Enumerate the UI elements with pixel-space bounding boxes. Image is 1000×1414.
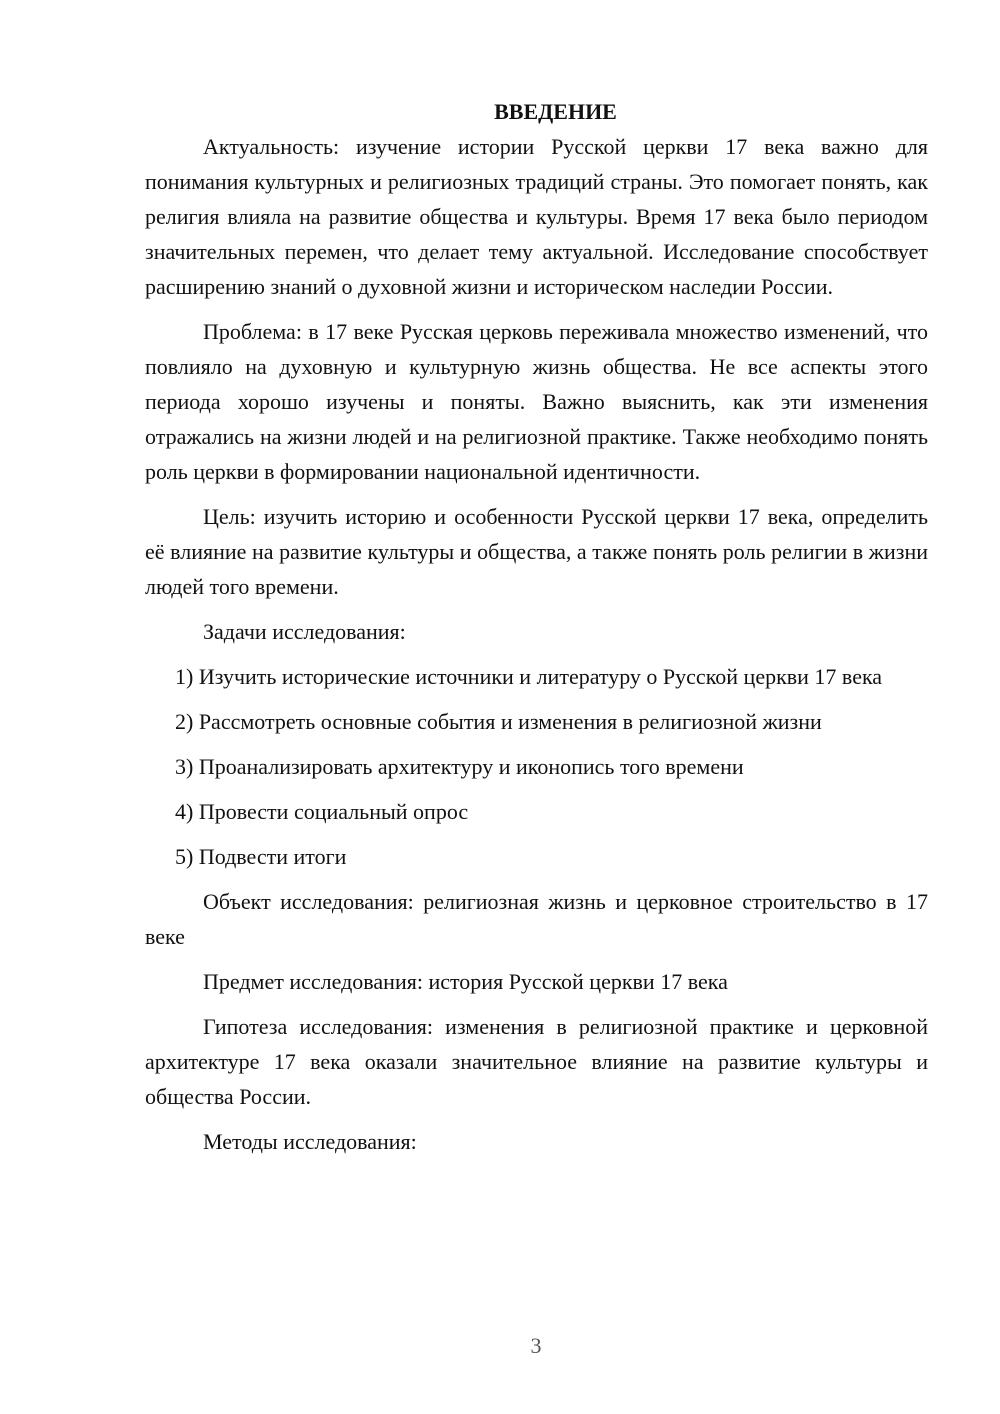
tasks-title: Задачи исследования:	[203, 619, 406, 644]
document-page	[145, 94, 928, 1169]
page-number: 3	[530, 1333, 542, 1358]
subject-paragraph: Предмет исследования: история Русской церкви 17 века	[203, 969, 728, 994]
problem-paragraph: Проблема: в 17 веке Русская церковь переживала множество изменений, что повлияло на духовную и культурную жизнь общества. Не все аспекты этого периода хорошо изучены и поняты. Важно выяснить, как эти изменения отражались на жизни людей и на религиозной практике. Также необходимо понять роль церкви в формировании национальной идентичности.	[145, 319, 928, 484]
section-heading: ВВЕДЕНИЕ	[494, 99, 617, 124]
methods-title: Методы исследования:	[203, 1129, 417, 1154]
task-item-4: 4) Провести социальный опрос	[175, 799, 469, 824]
object-paragraph: Объект исследования: религиозная жизнь и церковное строительство в 17 веке	[145, 889, 928, 949]
goal-paragraph: Цель: изучить историю и особенности Русской церкви 17 века, определить её влияние на развитие культуры и общества, а также понять роль религии в жизни людей того времени.	[145, 504, 928, 599]
hypothesis-paragraph: Гипотеза исследования: изменения в религиозной практике и церковной архитектуре 17 века оказали значительное влияние на развитие культуры и общества России.	[145, 1014, 928, 1109]
task-item-1: 1) Изучить исторические источники и литературу о Русской церкви 17 века	[175, 664, 883, 689]
task-item-2: 2) Рассмотреть основные события и изменения в религиозной жизни	[175, 709, 822, 734]
task-item-3: 3) Проанализировать архитектуру и иконопись того времени	[175, 754, 744, 779]
relevance-paragraph: Актуальность: изучение истории Русской церкви 17 века важно для понимания культурных и религиозных традиций страны. Это помогает понять, как религия влияла на развитие общества и культуры. Время 17 века было периодом значительных перемен, что делает тему актуальной. Исследование способствует расширению знаний о духовной жизни и историческом наследии России.	[145, 134, 928, 299]
task-item-5: 5) Подвести итоги	[175, 844, 347, 869]
